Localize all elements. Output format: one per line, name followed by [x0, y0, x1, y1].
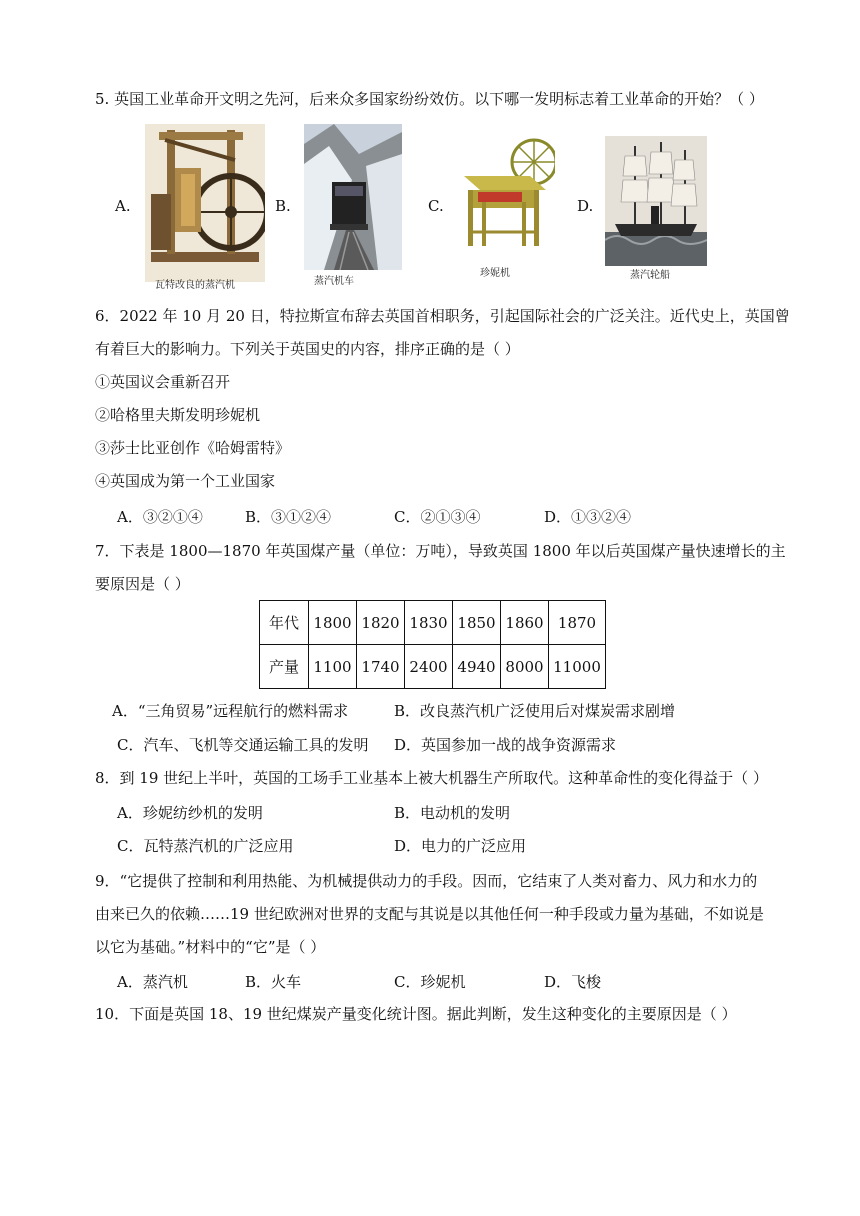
q5-option-a-caption: 瓦特改良的蒸汽机	[155, 280, 235, 291]
q9-option-d: D．飞梭	[544, 973, 602, 991]
q9-stem-line-3: 以它为基础。”材料中的“它”是（ ）	[95, 938, 326, 956]
table-cell: 4940	[453, 645, 501, 689]
q8-option-b: B．电动机的发明	[394, 804, 511, 822]
table-header-cell: 产量	[260, 645, 309, 689]
table-cell: 1820	[357, 601, 405, 645]
q6-option-d: D．①③②④	[544, 508, 632, 526]
steamship-image	[605, 136, 707, 266]
q5-option-d-letter: D.	[577, 197, 594, 215]
table-row	[260, 645, 606, 689]
q10-stem: 10．下面是英国 18、19 世纪煤炭产量变化统计图。据此判断，发生这种变化的主要原因是（ ）	[95, 1005, 737, 1023]
q6-option-c: C．②①③④	[394, 508, 481, 526]
q5-option-a-letter: A.	[115, 197, 131, 215]
q6-item-4: ④英国成为第一个工业国家	[95, 472, 276, 490]
table-cell: 1870	[549, 601, 606, 645]
q5-stem: 5. 英国工业革命开文明之先河，后来众多国家纷纷效仿。以下哪一发明标志着工业革命的开始？（ ）	[95, 90, 764, 108]
q9-stem-line-2: 由来已久的依赖……19 世纪欧洲对世界的支配与其说是以其他任何一种手段或力量为基础，不如说是	[95, 905, 764, 923]
table-cell: 8000	[501, 645, 549, 689]
q8-option-a: A．珍妮纺纱机的发明	[117, 804, 263, 822]
table-cell: 1860	[501, 601, 549, 645]
spinning-jenny-image	[460, 132, 555, 252]
table-cell: 1830	[405, 601, 453, 645]
q9-option-c: C．珍妮机	[394, 973, 466, 991]
q7-stem-line-2: 要原因是（ ）	[95, 575, 190, 593]
q5-option-c-caption: 珍妮机	[480, 268, 510, 279]
q7-option-a: A．“三角贸易”远程航行的燃料需求	[112, 702, 349, 720]
q9-stem-line-1: 9．“它提供了控制和利用热能、为机械提供动力的手段。因而，它结束了人类对畜力、风力和水力的	[95, 872, 758, 890]
table-cell: 2400	[405, 645, 453, 689]
q6-item-1: ①英国议会重新召开	[95, 373, 231, 391]
coal-output-table	[259, 600, 606, 689]
q6-option-a: A．③②①④	[117, 508, 203, 526]
q7-option-d: D．英国参加一战的战争资源需求	[394, 736, 617, 754]
q5-option-b-caption: 蒸汽机车	[314, 276, 354, 287]
table-header-cell: 年代	[260, 601, 309, 645]
q8-stem: 8．到 19 世纪上半叶，英国的工场手工业基本上被大机器生产所取代。这种革命性的变化得益于（ ）	[95, 769, 768, 787]
q7-option-b: B．改良蒸汽机广泛使用后对煤炭需求剧增	[394, 702, 676, 720]
table-cell: 1800	[309, 601, 357, 645]
table-row	[260, 601, 606, 645]
q6-item-3: ③莎士比亚创作《哈姆雷特》	[95, 439, 291, 457]
q9-option-b: B．火车	[245, 973, 302, 991]
table-cell: 11000	[549, 645, 606, 689]
q8-option-d: D．电力的广泛应用	[394, 837, 527, 855]
table-cell: 1740	[357, 645, 405, 689]
q5-option-b-letter: B.	[275, 197, 291, 215]
q9-option-a: A．蒸汽机	[117, 973, 188, 991]
steam-locomotive-image	[304, 124, 402, 270]
q5-option-d-caption: 蒸汽轮船	[630, 270, 670, 281]
table-cell: 1850	[453, 601, 501, 645]
table-cell: 1100	[309, 645, 357, 689]
q5-options	[115, 122, 735, 291]
q6-stem-line-2: 有着巨大的影响力。下列关于英国史的内容，排序正确的是（ ）	[95, 340, 520, 358]
q8-option-c: C．瓦特蒸汽机的广泛应用	[117, 837, 294, 855]
q7-stem-line-1: 7．下表是 1800—1870 年英国煤产量（单位：万吨），导致英国 1800 年以后英国煤产量快速增长的主	[95, 542, 786, 560]
q6-item-2: ②哈格里夫斯发明珍妮机	[95, 406, 261, 424]
q6-option-b: B．③①②④	[245, 508, 332, 526]
q6-stem-line-1: 6．2022 年 10 月 20 日，特拉斯宣布辞去英国首相职务，引起国际社会的广泛关注。近代史上，英国曾	[95, 307, 790, 325]
q5-option-c-letter: C.	[428, 197, 444, 215]
steam-engine-image	[145, 124, 265, 282]
q7-option-c: C．汽车、飞机等交通运输工具的发明	[117, 736, 369, 754]
